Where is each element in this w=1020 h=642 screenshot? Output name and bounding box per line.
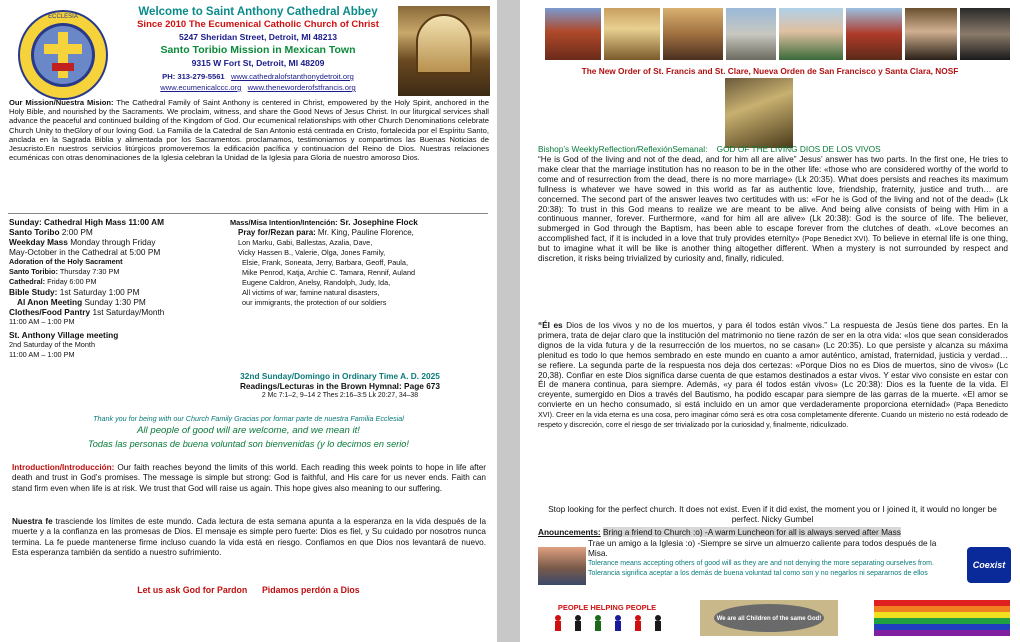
- pray-en: Let us ask God for Pardon: [137, 585, 248, 595]
- chapel-photo: [663, 8, 723, 60]
- rainbow-banner: [874, 600, 1010, 636]
- cathedral-seal-logo: [8, 8, 118, 103]
- toribo-label: Santo Toribo: [9, 227, 60, 237]
- contact-line-2: [118, 83, 398, 92]
- header-subtitle: Since 2010 The Ecumenical Catholic Church of Christ: [137, 19, 379, 30]
- clergy-photo: [779, 8, 843, 60]
- fe-label: Nuestra fe: [12, 517, 53, 526]
- alanon-time: Sunday 1:30 PM: [84, 297, 146, 307]
- village-label: St. Anthony Village meeting: [9, 330, 119, 340]
- mass-intention: [230, 217, 492, 308]
- priest-portrait-photo: [960, 8, 1010, 60]
- village-hours: 11:00 AM – 1:00 PM: [9, 350, 75, 359]
- pray-line: Lon Marku, Gabi, Ballestas, Azalia, Dave,: [238, 238, 373, 247]
- perfect-church-quote: Stop looking for the perfect church. It does not exist. Even if it did exist, the moment you or I joined it, it would no longer be perfect. Nicky Gumbel: [548, 504, 997, 525]
- bible-label: Bible Study:: [9, 287, 58, 297]
- banner-2-text: We are all Children of the same God!: [716, 616, 822, 622]
- announce-label: Anouncements:: [538, 527, 601, 537]
- pantry-time: 1st Saturday/Month: [92, 307, 165, 317]
- pardon-line: [0, 585, 497, 595]
- cathedral-interior-photo: [398, 6, 490, 96]
- thanks-line: Thank you for being with our Church Family Gracias por formar parte de nuestra Familia Ecclesial: [93, 414, 404, 423]
- bible-time: 1st Saturday 1:00 PM: [59, 287, 140, 297]
- reflection-es-text: Dios de los vivos y no de los muertos, y para él todos están vivos.” La respuesta de Jesús tiene dos partes. En la primera, trata de dejar claro que la institución del matrimonio no tiene razón de ser en la otra vida: «los que sean considerados dignos de la vida futura y de la resurrección de los muertos, no se casan» (Lc 20:35). Lo que persiste y alcanza su máxima plenitud es todo lo que hemos sembrado en este mundo en cuanto a amor auténtico, amistad, fraternidad, justicia y verdad… se refiere. La segunda parte de la respuesta nos deja dos certezas: «Porque Dios no es Dios de muertos, sino de vivos» (Lc 20,38). Confiar en este Dios significa darse cuenta de que estamos destinados a estar vivos. Y estar vivo consiste en estar con Él de manera continua, para siempre. Además, «y para él todos están vivos» (Lc 20:38): Dios es la fuente de la vida. El creyente, sumergido en Dios a través del Bautismo, ha podido escapar para siempre de las garras de la muerte. «El amor se convierte en un hecho consumado, si está incluido en un amor que verdaderamente proporciona eternidad»: [538, 320, 1008, 410]
- nuestra-fe: [12, 517, 486, 559]
- announcements: [538, 527, 1008, 537]
- reflection-title: GOD OF THE LIVING DIOS DE LOS VIVOS: [716, 144, 881, 154]
- building-photo: [726, 8, 776, 60]
- alanon-label: Al Anon Meeting: [17, 297, 83, 307]
- bishop-photo: [725, 78, 793, 148]
- adoration-toribio-time: Thursday 7:30 PM: [59, 267, 120, 276]
- intro-text: Our faith reaches beyond the limits of this world. Each reading this week points to hope in life after death and trust in God’s promises. The message is simple but strong: God is faithful, and His care for us never ends. Faith can stand firm even when life is at risk. We trust that God will raise us again. This hope gives also meaning to our suffering.: [12, 463, 486, 493]
- reflection-en-cite: (Pope Benedict XVI).: [802, 234, 870, 244]
- reflection-es-cite: (Papa Benedicto XVI). Creer en la vida eterna es una cosa, pero imaginar cómo será es otra cosa completamente diferente. Cuando un misterio no está rodeado de respeto y discreción, corre el riesgo de ser trivializado por la curiosidad y, finalmente, ridiculizado.: [538, 400, 1008, 430]
- altar-photo: [604, 8, 660, 60]
- svg-text:ECCLESIA: ECCLESIA: [48, 14, 78, 20]
- people-helping-people-banner: [538, 600, 676, 636]
- phone-number: PH: 313-279-5561: [162, 72, 225, 81]
- pray-line: Vicky Hassen B., Valerie, Olga, Jones Family,: [238, 248, 386, 257]
- announce-text: Bring a friend to Church :o) -A warm Luncheon for all is always served after Mass: [603, 527, 901, 537]
- mass-schedule: [9, 217, 234, 360]
- introduction: [12, 463, 486, 494]
- pray-line: our immigrants, the protection of our soldiers: [242, 298, 387, 307]
- pray-label: Pray for/Rezan para:: [238, 228, 316, 237]
- contact-line-1: [118, 72, 398, 81]
- sunday-mass: Sunday: Cathedral High Mass 11:00 AM: [9, 217, 165, 227]
- readings-subheading: Readings/Lecturas in the Brown Hymnal: Page 673: [239, 381, 441, 391]
- mission-name: Santo Toribio Mission in Mexican Town: [160, 44, 356, 56]
- church-exterior-photo: [545, 8, 601, 60]
- right-page: [520, 0, 1020, 642]
- luncheon-photo: [538, 547, 586, 585]
- fe-text: trasciende los límites de este mundo. Cada lectura de esta semana apunta a la esperanza en la vida después de la muerte y a la confianza en las promesas de Dios. El mensaje es simple pero fuerte: Dios es fiel, y Su cuidado por nosotros nunca termina. La fe puede mantenerse firme incluso cuando la vida está en riesgo. Confiamos en que Dios nos levantará de nuevo. Esta esperanza también da sentido a nuestro sufrimiento.: [12, 517, 486, 558]
- mission-photo: [846, 8, 902, 60]
- mission-text: The Cathedral Family of Saint Anthony is centered in Christ, empowered by the Holy Spirit, anchored in the Holy Bible, and nourished by the Sacraments. We proclaim, witness, and share the Good News of Jesus Christ. In our liturgical services shall advance the peaceful and continued building of the Kingdom of God. Our ecumenical relationships with other Church Denominations celebrate Church Unity to theGlory of our loving God. La Familia de la Catedral de San Antonio está centrada en Cristo, fortalecida por el Espíritu Santo, anclada en la Sagrada Biblia y alimentada por los Sacramentos. proclamamos, testimoniamos y compartimos las Buenas Noticias de Jesucristo.En nuestros servicios litúrgicos promoveremos la edificación pacífica y continuacion del Reino de Dios. Nuestras relaciones ecuménicas con otras denominaciones de la Iglesia celebran la Unidad de la Iglesia para Gloria de nuestro amoroso Dios.: [9, 98, 489, 163]
- weekday-time: Monday through Friday: [70, 237, 156, 247]
- website-link-new-order[interactable]: www.theneworderofstfrancis.org: [247, 83, 356, 92]
- website-link-cathedral[interactable]: www.cathedralofstanthonydetroit.org: [230, 72, 354, 81]
- mission-address: 9315 W Fort St, Detroit, MI 48209: [191, 58, 325, 68]
- banner-1-text: PEOPLE HELPING PEOPLE: [557, 603, 657, 612]
- readings-block: [190, 371, 490, 401]
- reflection-heading: [538, 144, 1008, 154]
- reflection-en-text: “He is God of the living and not of the dead, and for him all are alive” Jesus’ answer has two parts. In the first one, He tries to make clear that the marriage institution has no reason to be in the other life: «those who are considered worthy of the world to come and of resurrection from the dead, there is no more marriage» (Lk 20:35). What does persists and reaches its maximum fullness is whatever we have sowed in this world as far as authentic love, friendship, fraternity, justice and truth… are concerned. The second part of the answer leaves two certitudes with us: «For he is God of the living and not of the dead» (Lk 20:38): To trust in this God means to realize we are meant to be alive. And being alive consists of being with Him in a continuous manner, forever. Furthermore, «and for him all are alive» (Lk 20:38): God is the source of life. The believer, submerged in God through the Baptism, has been able to escape forever from the clutches of death. «Love becomes an accomplished fact, if it is included in a love that truly provides eternity»: [538, 154, 1008, 244]
- tolerance-text: Tolerance means accepting others of good will as they are and not denying the more separating ourselves from. Tolerancia significa aceptar a los demás de buena voluntad tal como son y no negarlos ni separarnos de ellos: [588, 560, 934, 577]
- adoration-toribio-label: Santo Toribio:: [9, 267, 58, 276]
- pray-line: Mike Penrod, Katja, Archie C. Tamara, Rennif, Auland: [242, 268, 416, 277]
- intention-name: Sr. Josephine Flock: [339, 217, 418, 227]
- intro-label: Introduction/Introducción:: [12, 463, 115, 472]
- coexist-badge: Coexist: [967, 547, 1011, 583]
- children-of-god-banner: [700, 600, 838, 636]
- pantry-label: Clothes/Food Pantry: [9, 307, 91, 317]
- welcome-es: Todas las personas de buena voluntad son bienvenidas (y lo decimos en serio!: [88, 439, 409, 449]
- adoration-cathedral-label: Cathedral:: [9, 277, 46, 286]
- mission-label: Our Mission/Nuestra Mision:: [9, 98, 114, 107]
- weekday-label: Weekday Mass: [9, 237, 68, 247]
- weekday-may: May-October in the Cathedral at 5:00 PM: [9, 247, 161, 257]
- pray-es: Pidamos perdón a Dios: [261, 585, 360, 595]
- left-page: [0, 0, 497, 642]
- readings-heading: 32nd Sunday/Domingo in Ordinary Time A. D. 2025: [240, 371, 440, 381]
- readings-refs: 2 Mc 7:1–2, 9–14 2 Thes 2:16–3:5 Lk 20:27, 34–38: [261, 392, 419, 399]
- pray-line: Eugene Caldron, Anelsy, Randolph, Judy, Ida,: [242, 278, 391, 287]
- intention-heading: Mass/Misa Intention/Intención:: [230, 218, 338, 227]
- reflection-en-end: To believe in eternal life is one thing, but to imagine what it will be like is another thing altogether different. When a mystery is not surrounded by respect and discretion, it risks being trivialized by curiosity and, finally, ridiculed.: [538, 233, 1009, 264]
- adoration-label: Adoration of the Holy Sacrament: [9, 257, 123, 266]
- welcome-en: All people of good will are welcome, and we mean it!: [137, 425, 360, 436]
- website-link-ecumenical[interactable]: www.ecumenicalccc.org: [160, 83, 242, 92]
- page-title: Welcome to Saint Anthony Cathedral Abbey: [138, 6, 378, 18]
- reflection-es-open: “Él es: [538, 320, 563, 330]
- pantry-hours: 11:00 AM – 1:00 PM: [9, 317, 75, 326]
- saint-portrait-photo: [905, 8, 957, 60]
- adoration-cathedral-time: Friday 6:00 PM: [47, 277, 97, 286]
- reflection-english: [538, 155, 1008, 264]
- pray-line: Mr. King, Pauline Florence,: [317, 228, 414, 237]
- cathedral-address: 5247 Sheridan Street, Detroit, MI 48213: [178, 32, 338, 42]
- reflection-label: Bishop’s WeeklyReflection/ReflexiónSemanal:: [538, 144, 708, 154]
- mission-statement: [9, 98, 489, 162]
- pray-line: Elsie, Frank, Soneata, Jerry, Barbara, Geoff, Paula,: [242, 258, 409, 267]
- pray-line: All victims of war, famine natural disasters,: [242, 288, 380, 297]
- reflection-spanish: [538, 321, 1008, 430]
- order-title: The New Order of St. Francis and St. Clare, Nueva Orden de San Francisco y Santa Clara, NOSF: [581, 66, 959, 76]
- toribo-time: 2:00 PM: [61, 227, 93, 237]
- village-time: 2nd Saturday of the Month: [9, 340, 95, 349]
- divider: [8, 213, 488, 214]
- announce-spanish: Trae un amigo a la Iglesia :o) -Siempre se sirve un almuerzo caliente para todos después de la Misa.: [588, 538, 937, 559]
